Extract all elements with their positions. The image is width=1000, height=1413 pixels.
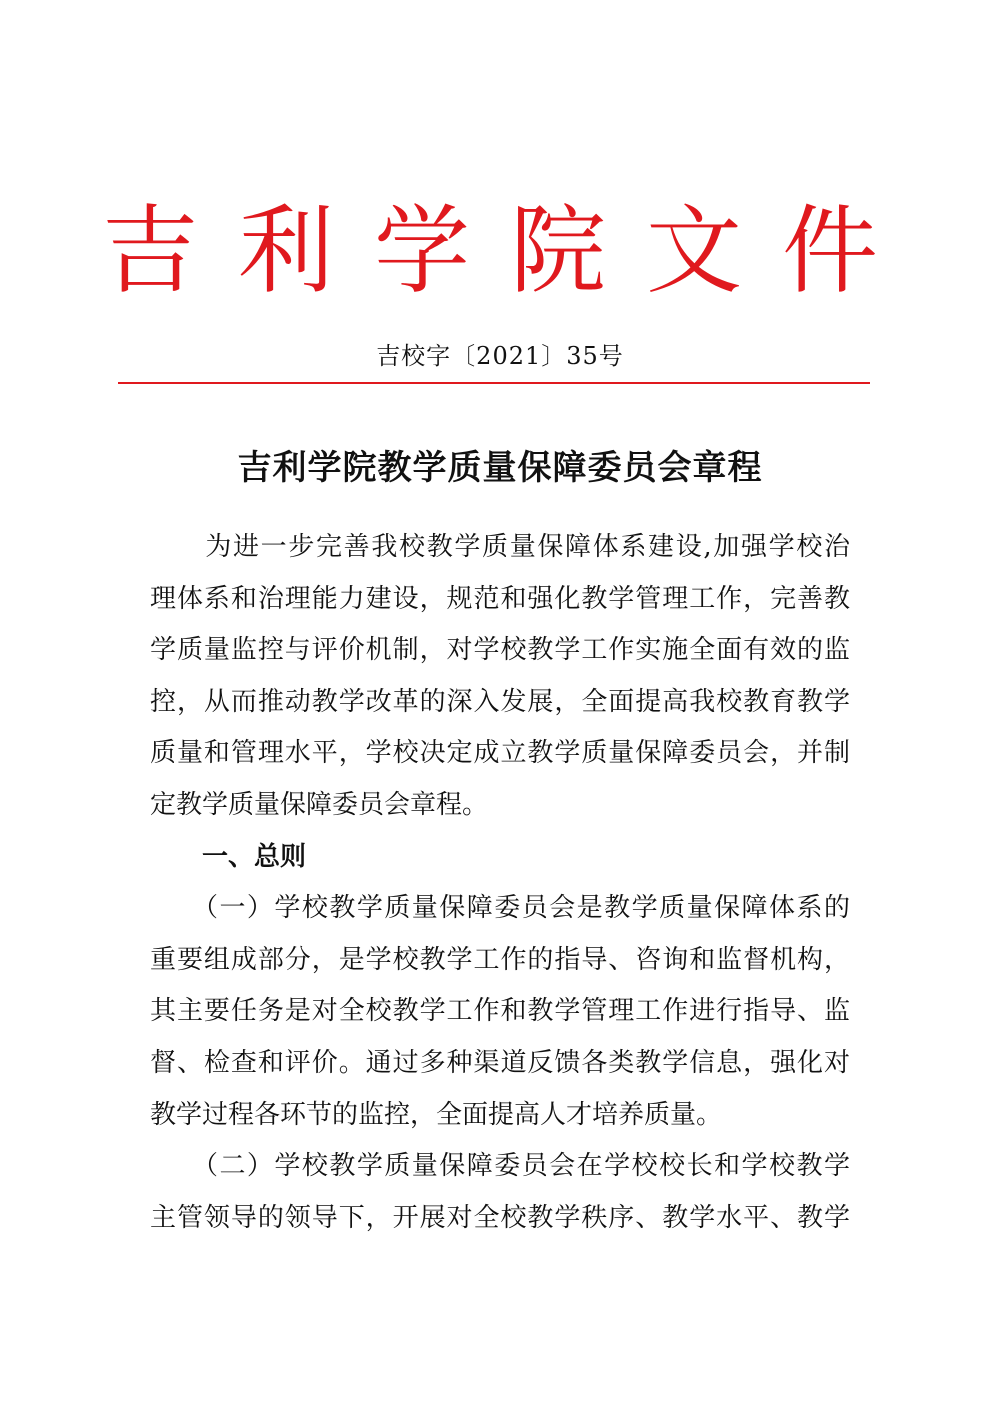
body-line: 质量和管理水平，学校决定成立教学质量保障委员会，并制 — [150, 738, 850, 769]
body-line: （一）学校教学质量保障委员会是教学质量保障体系的 — [150, 893, 850, 924]
document-number: 吉校字〔2021〕35号 — [376, 342, 624, 370]
body-line: 重要组成部分，是学校教学工作的指导、咨询和监督机构， — [150, 944, 850, 975]
body-line: 督、检查和评价。通过多种渠道反馈各类教学信息，强化对 — [150, 1047, 850, 1078]
body-line: （二）学校教学质量保障委员会在学校校长和学校教学 — [150, 1151, 850, 1182]
body-line: 教学过程各环节的监控，全面提高人才培养质量。 — [150, 1099, 723, 1130]
document-header-title: 吉利学院文件 — [102, 195, 918, 307]
body-line: 理体系和治理能力建设，规范和强化教学管理工作，完善教 — [150, 583, 850, 614]
red-header-rule — [118, 382, 870, 384]
body-line: 主管领导的领导下，开展对全校教学秩序、教学水平、教学 — [150, 1202, 850, 1233]
body-line: 控，从而推动教学改革的深入发展，全面提高我校教育教学 — [150, 686, 850, 717]
body-line: 为进一步完善我校教学质量保障体系建设,加强学校治 — [150, 532, 850, 562]
body-line: 定教学质量保障委员会章程。 — [150, 789, 489, 820]
section-heading: 一、总则 — [202, 841, 307, 872]
body-line: 其主要任务是对全校教学工作和教学管理工作进行指导、监 — [150, 996, 850, 1027]
document-body — [150, 522, 850, 1244]
document-title: 吉利学院教学质量保障委员会章程 — [237, 448, 763, 488]
body-line: 学质量监控与评价机制，对学校教学工作实施全面有效的监 — [150, 635, 850, 666]
